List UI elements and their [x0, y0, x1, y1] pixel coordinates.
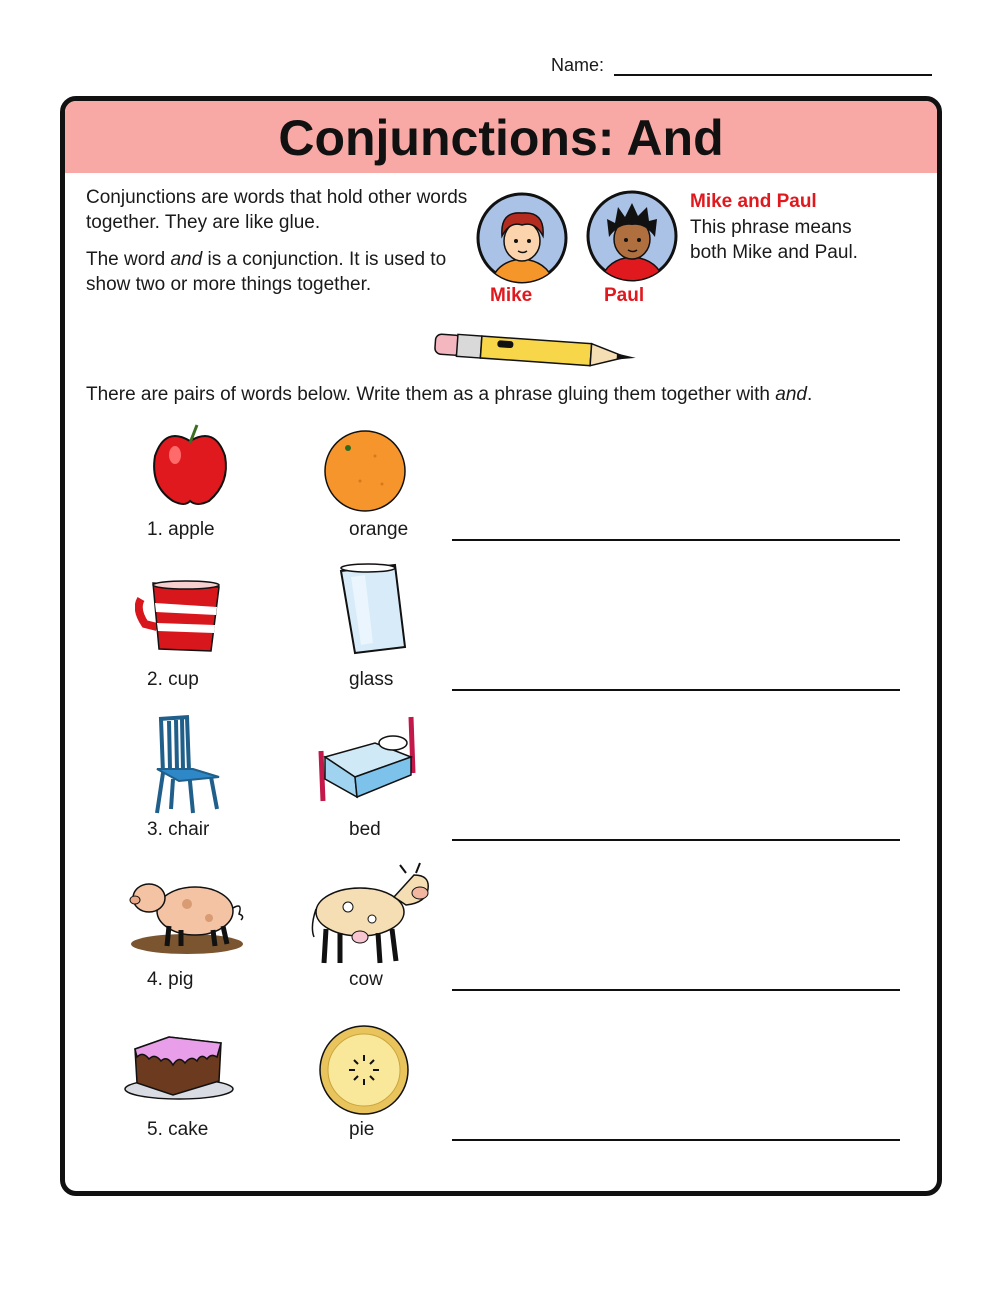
pair-3-left: 3. chair — [147, 819, 210, 840]
page-title: Conjunctions: And — [278, 110, 724, 166]
pair-2-right: glass — [349, 669, 394, 690]
answer-line-3[interactable] — [452, 839, 900, 841]
title-banner — [65, 101, 937, 173]
pair-4-left: 4. pig — [147, 969, 194, 990]
pair-3-right: bed — [349, 819, 381, 840]
answer-line-2[interactable] — [452, 689, 900, 691]
name-row — [551, 55, 604, 76]
apple-icon — [145, 421, 235, 511]
cow-icon — [310, 857, 435, 969]
paul-avatar-icon — [585, 189, 680, 284]
name-label: Name: — [551, 55, 605, 75]
glass-icon — [335, 563, 410, 658]
cup-icon — [135, 579, 227, 659]
orange-icon — [320, 426, 410, 516]
answer-line-4[interactable] — [452, 989, 900, 991]
worksheet-frame — [60, 96, 942, 1196]
bed-icon — [315, 713, 420, 808]
example-meaning: This phrase means both Mike and Paul. — [690, 217, 858, 263]
pig-icon — [125, 866, 255, 956]
pair-5-right: pie — [349, 1119, 375, 1140]
paul-label: Paul — [604, 285, 645, 306]
answer-line-5[interactable] — [452, 1139, 900, 1141]
chair-icon — [149, 713, 224, 818]
answer-line-1[interactable] — [452, 539, 900, 541]
cake-icon — [121, 1031, 241, 1106]
pencil-icon — [431, 331, 646, 371]
example-phrase: Mike and Paul — [690, 191, 817, 212]
instruction-text: There are pairs of words below. Write them as a phrase gluing them together with and. — [86, 384, 813, 405]
pair-2-left: 2. cup — [147, 669, 199, 690]
pair-1-left: 1. apple — [147, 519, 215, 540]
intro-paragraph-1: Conjunctions are words that hold other words together. They are like glue. — [86, 187, 468, 233]
pair-1-right: orange — [349, 519, 409, 540]
pair-4-right: cow — [349, 969, 383, 990]
name-input-line[interactable] — [614, 74, 932, 76]
mike-label: Mike — [490, 285, 533, 306]
pair-5-left: 5. cake — [147, 1119, 209, 1140]
pie-icon — [317, 1023, 412, 1118]
mike-avatar-icon — [475, 191, 570, 286]
intro-paragraph-2: The word and is a conjunction. It is used to show two or more things together. — [86, 249, 447, 295]
